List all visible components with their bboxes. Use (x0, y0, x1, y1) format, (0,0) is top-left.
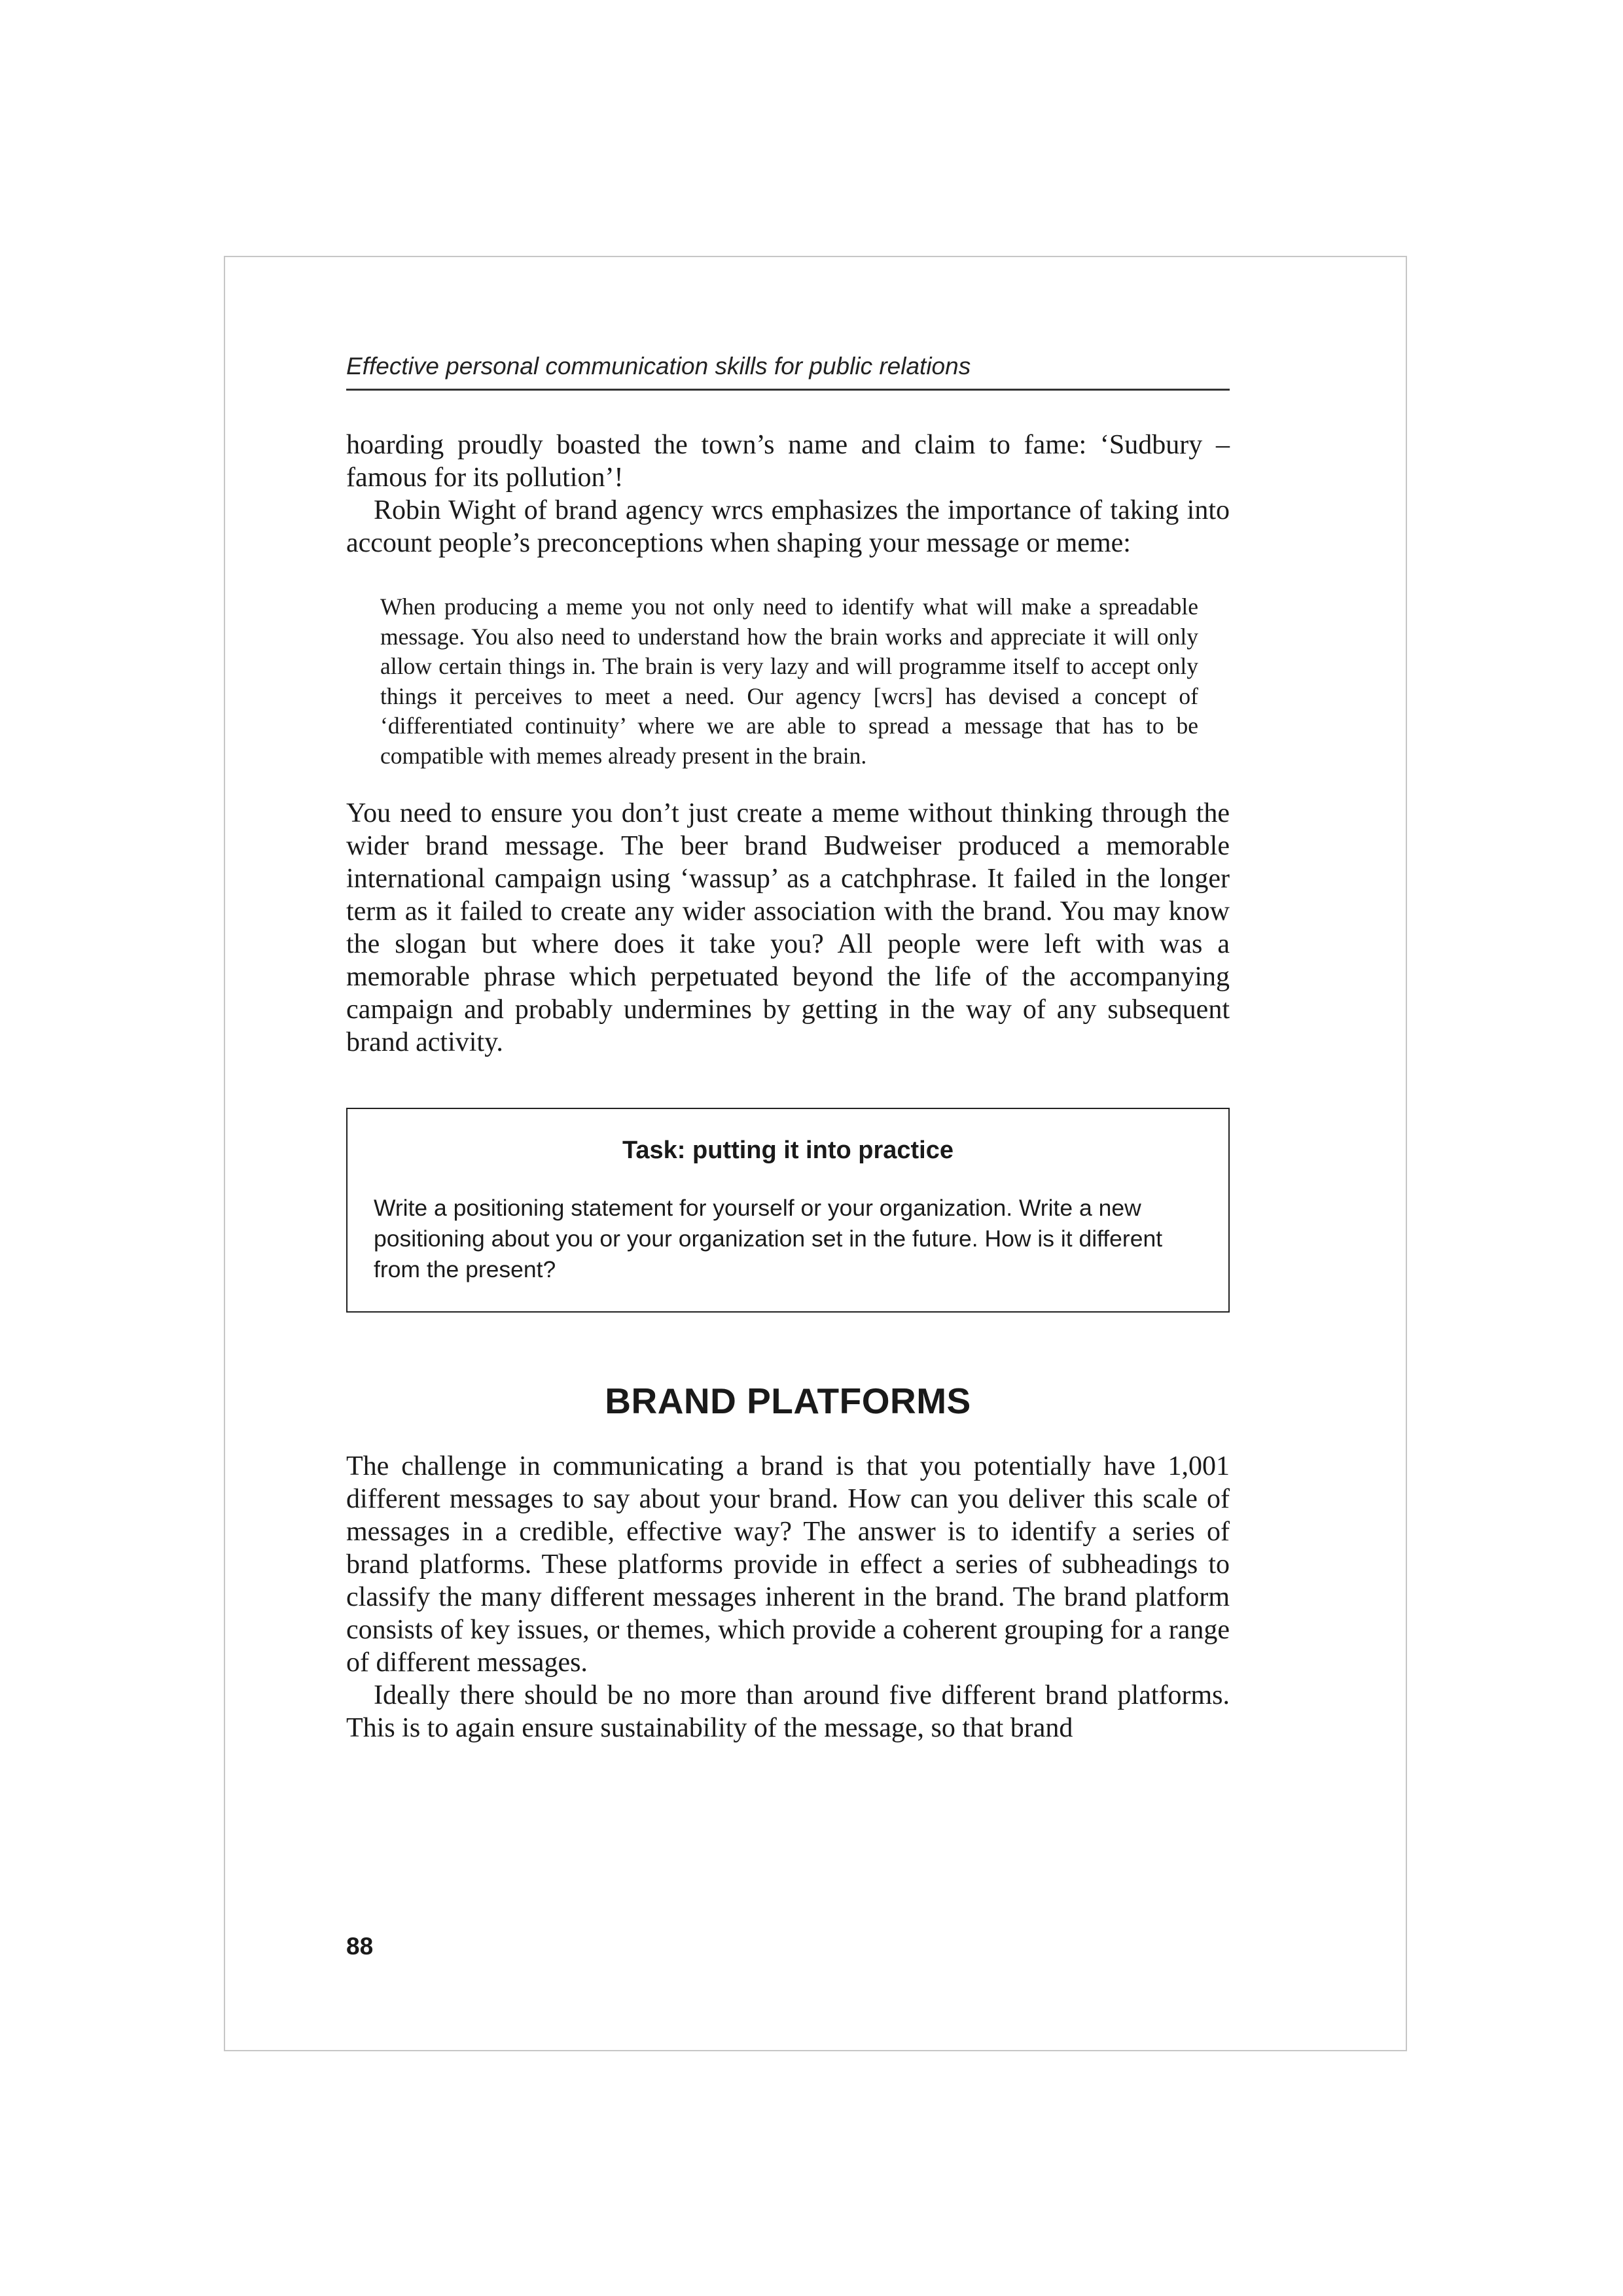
section-heading: BRAND PLATFORMS (605, 1381, 971, 1421)
block-quote: When producing a meme you not only need to identify what will make a spreadable message. You also need to understand how the brain works and appreciate it will only allow certain things in. The brain is very lazy and will programme itself to accept only things it perceives to meet a need. Our agency [wcrs] has devised a concept of ‘differentiated continuity’ where we are able to spread a message that has to be compatible with memes already present in the brain. (380, 593, 1198, 769)
page-number: 88 (346, 1933, 374, 1960)
paragraph-five-platforms: Ideally there should be no more than around five different brand platforms. This is to again ensure sustainability of the message, so that brand (346, 1680, 1230, 1743)
task-title: Task: putting it into practice (622, 1137, 954, 1164)
paragraph-budweiser: You need to ensure you don’t just create a meme without thinking through the wider brand message. The beer brand Budweiser produced a memorable international campaign using ‘wassup’ as a catchphrase. It failed in the longer term as it failed to create any wider association with the brand. You may know the slogan but where does it take you? All people were left with was a memorable phrase which perpetuated beyond the life of the accompanying campaign and probably undermines by getting in the way of any subsequent brand activity. (346, 798, 1230, 1057)
paragraph-brand-challenge: The challenge in communicating a brand is that you potentially have 1,001 different messages to say about your brand. How can you deliver this scale of messages in a credible, effective way? The answer is to identify a series of brand platforms. These platforms provide in effect a series of subheadings to classify the many different messages inherent in the brand. The brand platform consists of key issues, or themes, which provide a coherent grouping for a range of different messages. (346, 1451, 1230, 1678)
running-head: Effective personal communication skills for public relations (346, 347, 1230, 391)
page-content (346, 347, 1230, 1744)
task-text: Write a positioning statement for yourself or your organization. Write a new positioning about you or your organization set in the future. How is it different from the present? (374, 1195, 1163, 1282)
paragraph-robin-wight: Robin Wight of brand agency wrcs emphasizes the importance of taking into account people’s preconceptions when shaping your message or meme: (346, 495, 1230, 558)
task-box (346, 1108, 1230, 1313)
paragraph-sudbury: hoarding proudly boasted the town’s name and claim to fame: ‘Sudbury – famous for its pollution’! (346, 430, 1230, 493)
